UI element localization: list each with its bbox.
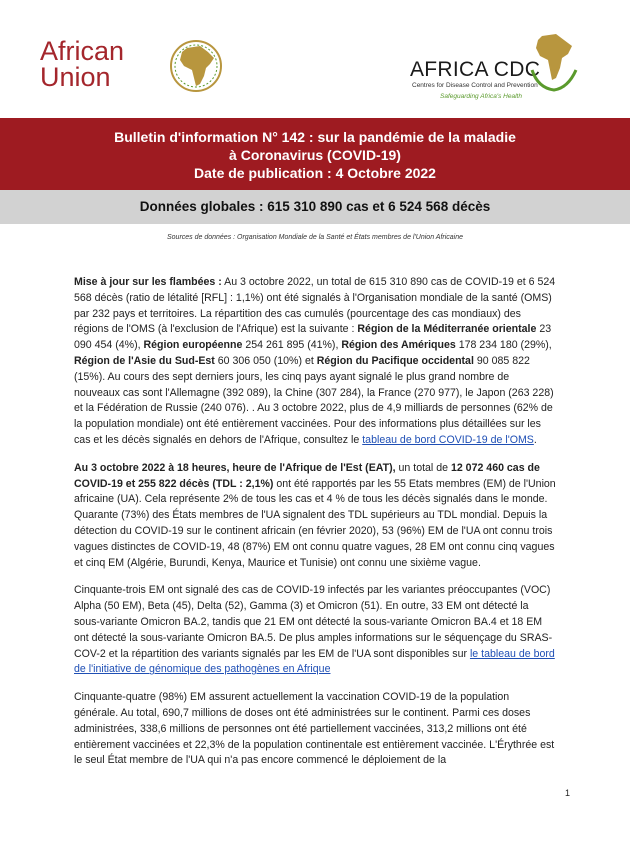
cdc-title: AFRICA CDC	[410, 58, 541, 81]
publication-date: Date de publication : 4 Octobre 2022	[194, 165, 436, 181]
genomics-dashboard-link[interactable]: le tableau de bord de l'initiative de génomique des pathogènes en Afrique	[74, 647, 555, 676]
africa-cdc-logo	[410, 30, 590, 102]
bulletin-title-line-2: à Coronavirus (COVID-19)	[229, 147, 401, 163]
cdc-subtitle: Centres for Disease Control and Prevention	[412, 82, 538, 89]
paragraph-variants: Cinquante-trois EM ont signalé des cas de COVID-19 infectés par les variantes préoccupantes (VOC) Alpha (50 EM), Beta (45), Delta (52), Gamma (3) et Omicron (51). En outre, 33 EM ont détecté la sous-variante Omicron BA.2, tandis que 21 EM ont détecté la sous-variante Omicron BA.4 et 18 EM ont détecté la sous-variante Omicron BA.5. De plus amples informations sur le séquençage du SRAS-COV-2 et la répartition des variants signalés par les EM de l'UA sont disponibles sur le tableau de bord de l'initiative de génomique des pathogènes en Afrique	[74, 584, 555, 676]
paragraph-vaccination: Cinquante-quatre (98%) EM assurent actuellement la vaccination COVID-19 de la population générale. Au total, 690,7 millions de doses ont été administrées sur le continent. Parmi ces doses administrées, 338,6 millions de personnes ont été partiellement vaccinées, 313,2 millions ont été entièrement vaccinées et 22,3% de la population continentale est entièrement vaccinée. L'Érythrée est le seul État membre de l'UA qui n'a pas encore commencé le déploiement de la	[74, 691, 555, 767]
bulletin-title-line-1: Bulletin d'information N° 142 : sur la pandémie de la maladie	[114, 129, 516, 145]
bulletin-title-band	[0, 118, 630, 190]
paragraph-africa-cases: Au 3 octobre 2022 à 18 heures, heure de l'Afrique de l'Est (EAT), un total de 12 072 460 cas de COVID-19 et 255 822 décès (TDL : 2,1%) ont été rapportés par les 55 Etats membres (EM) de l'Union africaine (UA). Cela représente 2% de tous les cas et 4 % de tous les décès signalés dans le monde. Quarante (73%) des États membres de l'UA signalent des TDL supérieurs au TDL mondial. Depuis la détection du COVID-19 sur le continent africain (en février 2020), 53 (96%) EM de l'UA ont connu trois vagues distinctes de COVID-19, 48 (87%) EM ont connu quatre vagues, 28 EM ont connu cinq vagues et cinq EM (Algérie, Burundi, Kenya, Maurice et Tunisie) ont connu une sixième vague.	[74, 461, 556, 569]
bulletin-body	[74, 275, 556, 781]
global-data-band	[0, 190, 630, 224]
page-number: 1	[565, 788, 571, 798]
au-logo-text: African Union	[40, 36, 125, 92]
africa-hands-icon	[528, 30, 580, 94]
african-union-logo	[40, 38, 220, 98]
who-dashboard-link[interactable]: tableau de bord COVID-19 de l'OMS	[362, 433, 534, 446]
paragraph-outbreak-update: Mise à jour sur les flambées : Au 3 octobre 2022, un total de 615 310 890 cas de COVID-19 et 6 524 568 décès (ratio de létalité [RFL] : 1,1%) ont été signalés à l'Organisation mondiale de la santé (OMS) par 232 pays et territoires. La répartition des cas cumulés (pourcentage des cas mondiaux) des régions de l'OMS (à l'exclusion de l'Afrique) est la suivante : Région de la Méditerranée orientale 23 090 454 (4%), Région européenne 254 261 895 (41%), Région des Amériques 178 234 180 (29%), Région de l'Asie du Sud-Est 60 306 050 (10%) et Région du Pacifique occidental 90 085 822 (15%). Au cours des sept derniers jours, les cinq pays ayant signalé le plus grand nombre de nouveaux cas sont l'Allemagne (392 089), la Chine (307 284), la France (270 977), le Japon (263 228) et la Fédération de Russie (240 076). . Au 3 octobre 2022, plus de 4,9 milliards de personnes (62% de la population mondiale) ont été entièrement vaccinées. Pour des informations plus détaillées sur les cas et les décès signalés en dehors de l'Afrique, consultez le tableau de bord COVID-19 de l'OMS.	[74, 276, 556, 446]
sources-note: Sources de données : Organisation Mondiale de la Santé et États membres de l'Union Africaine	[166, 234, 464, 241]
page-header	[0, 0, 630, 118]
global-data-text: Données globales : 615 310 890 cas et 6 524 568 décès	[139, 199, 491, 214]
cdc-tagline: Safeguarding Africa's Health	[440, 93, 522, 100]
africa-map-icon	[170, 38, 222, 94]
